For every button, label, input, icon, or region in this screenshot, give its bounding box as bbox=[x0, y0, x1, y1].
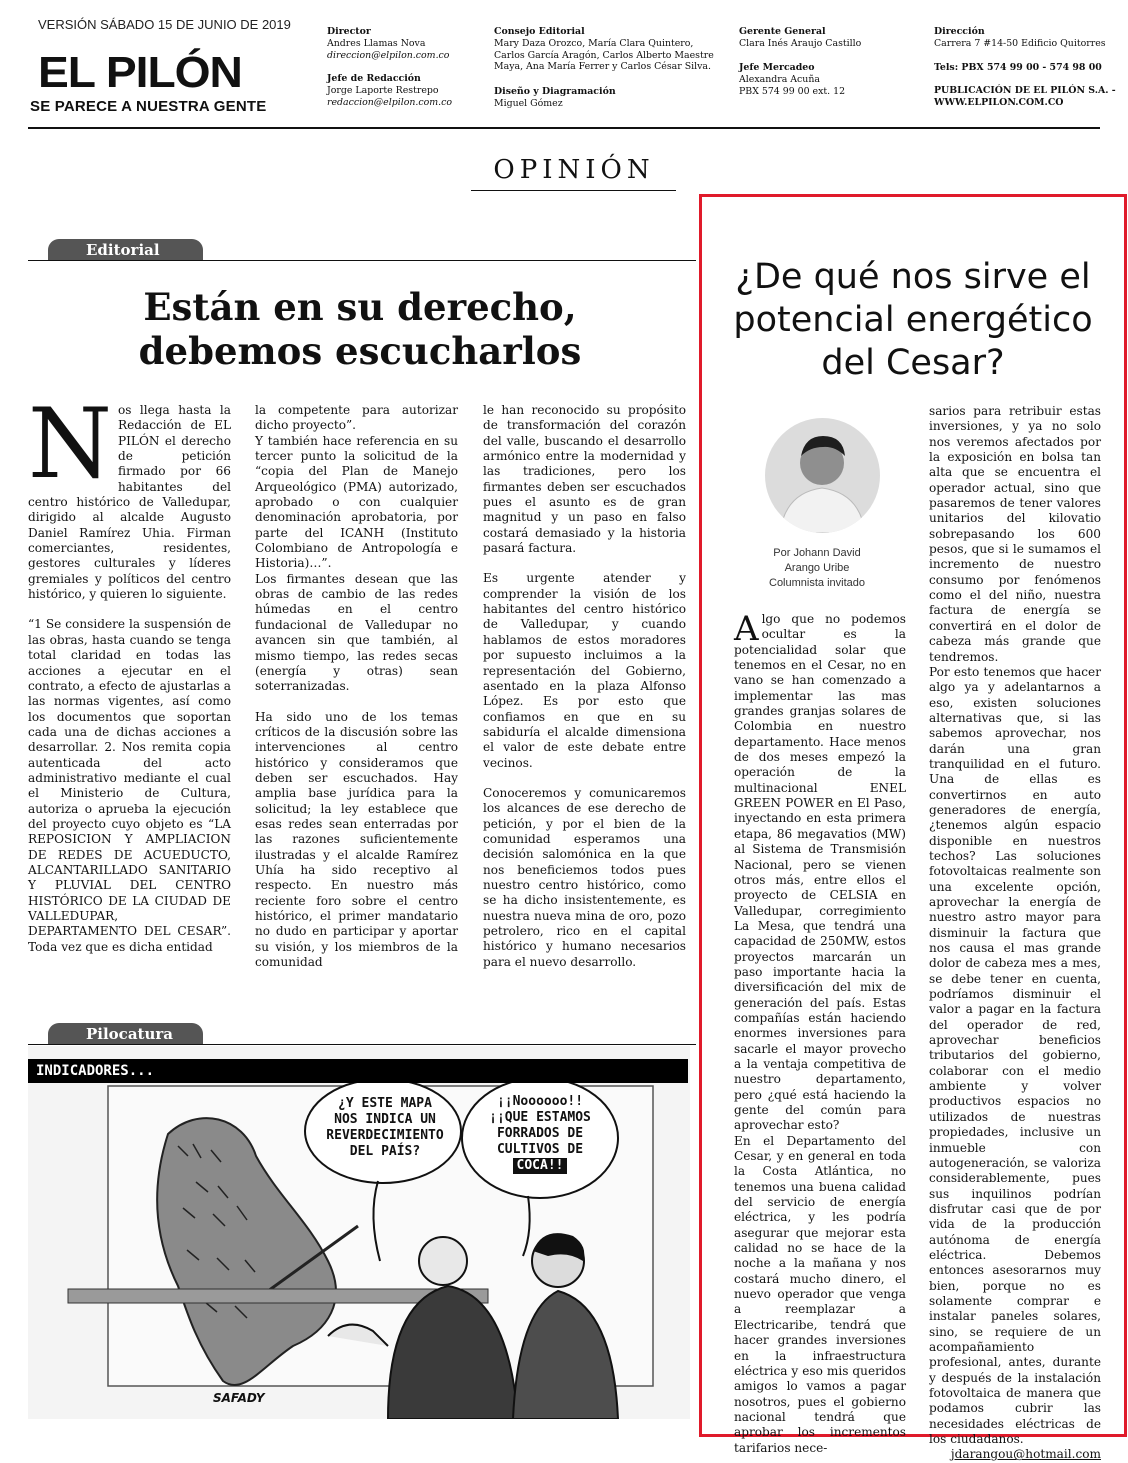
cartoon-image bbox=[28, 1046, 690, 1419]
paragraph: Ha sido uno de los temas críticos de la discusión sobre las intervenciones al centro histórico y consideramos que deben ser escuchados. Hay amplia base jurídica para la solicitud; la ley establece que esas redes sean enterradas por las razones suficientemente ilustradas y el alcalde Ramírez Uhía ha sido receptivo al respecto. En nuestro más reciente foro sobre el centro histórico, el primer mandatario no dudo en participar y aportar su visión, y los miembros de la comunidad bbox=[255, 709, 458, 970]
bubble-line: FORRADOS DE bbox=[496, 1126, 584, 1141]
staff-name: Carlos García Aragón, Carlos Alberto Maestre bbox=[494, 49, 714, 61]
bubble-line: COCA!! bbox=[513, 1158, 568, 1174]
opinion-column-1 bbox=[734, 609, 906, 1456]
editorial-tab: Editorial bbox=[48, 239, 203, 261]
headline-line: debemos escucharlos bbox=[138, 329, 582, 373]
drop-cap: A bbox=[734, 609, 759, 649]
staff-direccion bbox=[934, 26, 1106, 50]
paragraph: “1 Se considere la suspensión de las obras, hasta cuando se tenga total claridad en todas las acciones a ejecutar en el contrato, a efecto de ajustarlas a las normas vigentes, así como los documentos que soportan cada una de dichas acciones a desarrollar. 2. Nos remita copia autenticada del acto administrativo mediante el cual el Ministerio de Cultura, autoriza o aprueba la ejecución del proyecto cuyo objeto es “LA REPOSICION Y AMPLIACION DE REDES DE ACUEDUCTO, ALCANTARILLADO SANITARIO Y PLUVIAL DEL CENTRO HISTÓRICO DE LA CIUDAD DE VALLEDUPAR, DEPARTAMENTO DEL CESAR”. Toda vez que es dicha entidad bbox=[28, 617, 231, 954]
paragraph bbox=[734, 609, 906, 1134]
staff-publicacion bbox=[934, 85, 1116, 109]
newspaper-tagline: SE PARECE A NUESTRA GENTE bbox=[30, 98, 267, 115]
director-email-link[interactable]: direccion@elpilon.com.co bbox=[327, 49, 450, 61]
staff-name: Mary Daza Orozco, María Clara Quintero, bbox=[494, 37, 694, 49]
staff-jefe-redaccion bbox=[327, 73, 452, 108]
staff-gerente bbox=[739, 26, 861, 50]
opinion-headline bbox=[714, 256, 1112, 385]
byline-line: Columnista invitado bbox=[769, 577, 865, 589]
staff-name: Jorge Laporte Restrepo bbox=[327, 84, 439, 96]
staff-mercadeo bbox=[739, 62, 845, 97]
section-title-underline bbox=[471, 190, 676, 191]
headline-line: del Cesar? bbox=[821, 343, 1005, 383]
pilocatura-tab-rule bbox=[28, 1044, 696, 1045]
paragraph: Los firmantes desean que las obras de cambio de las redes húmedas en el centro fundacional de Valledupar no avancen sin que también, al mismo tiempo, las redes secas (energía y otras) sean soterranizadas. bbox=[255, 571, 458, 694]
author-byline bbox=[734, 546, 900, 591]
editorial-column-2 bbox=[255, 403, 458, 970]
byline-line: Arango Uribe bbox=[784, 562, 850, 574]
bubble-line: CULTIVOS DE bbox=[496, 1142, 584, 1157]
author-email-link[interactable]: jdarangou@hotmail.com bbox=[950, 1447, 1101, 1462]
pilocatura-tab: Pilocatura bbox=[48, 1023, 203, 1045]
staff-role: Jefe Mercadeo bbox=[739, 62, 815, 73]
paragraph: Por esto tenemos que hacer algo ya y adelantarnos a eso, existen soluciones alternativas que, si las sabemos aprovechar, nos darán una gran tranquilidad en el futuro. Una de ellas es convertirnos en auto generadores de energía, ¿tenemos algún espacio disponible en nuestros techos? Las soluciones fotovoltaicas realmente son una excelente opción, aprovechar la energía de nuestro astro mayor para disminuir la factura que nos causa el mas grande dolor de cabeza mes a mes, se debe tener en cuenta, podríamos disminuir el valor a pagar en la factura del operador de red, aprovechar beneficios tributarios del gobierno, colaborar con el medio ambiente y volver productivos espacios no utilizados de nuestras propiedades, inclusive un inmueble con autogeneración, se valoriza considerablemente, pues sus inquilinos podrían disfrutar casi que de por vida de la producción autónoma de energía eléctrica. Debemos entonces asesorarnos muy bien, porque no es solamente comprar e instalar paneles solares, sino, se requiere de un acompañamiento profesional, antes, durante y después de la instalación fotovoltaica de manera que podamos cubrir las necesidades eléctricas de los ciudadanos. bbox=[929, 664, 1101, 1447]
cartoonist-signature: SAFADY bbox=[213, 1391, 265, 1405]
staff-phone: PBX 574 99 00 ext. 12 bbox=[739, 85, 846, 97]
paragraph-text: lgo que no podemos ocultar es la potencialidad solar que tenemos en el Cesar, no en vano se han comenzado a implementar las mas grandes granjas solares de Colombia en nuestro departamento. Hace menos de dos meses empezó la operación de la multinacional ENEL GREEN POWER en El Paso, inyectando en esta primera etapa, 86 megavatios (MW) al Sistema de Transmisión Nacional, pero se vienen otros más, entre ellos el proyecto de CELSIA en Valledupar, corregimiento La Mesa, que tendrá una capacidad de 250MW, estos proyectos marcarán un paso importante hacia la diversificación del mix de generación del país. Estas compañías están haciendo enormes inversiones para sacarle el mayor provecho a la ventaja competitiva de nuestro departamento, pero ¿qué está haciendo la gente del común para aprovechar esto? bbox=[734, 612, 906, 1133]
bubble-1-text bbox=[320, 1096, 450, 1160]
newspaper-logo[interactable]: EL PILÓN bbox=[38, 48, 242, 97]
staff-name: Maya, Ana María Ferrer y Carlos César Silva. bbox=[494, 61, 711, 73]
publisher-name: PUBLICACIÓN DE EL PILÓN S.A. - bbox=[934, 85, 1116, 96]
editorial-tab-rule bbox=[28, 260, 696, 261]
headline-line: potencial energético bbox=[733, 300, 1093, 340]
staff-name: Alexandra Acuña bbox=[739, 73, 820, 85]
byline-line: Por Johann David bbox=[773, 547, 861, 559]
editorial-headline bbox=[40, 285, 680, 373]
staff-consejo-editorial bbox=[494, 26, 714, 73]
paragraph: Y también hace referencia en su tercer punto la solicitud de la “copia del Plan de Manejo Arqueológico (PMA) autorizado, aprobado o con cualquier denominación aprobatoria, por parte del ICANH (Instituto Colombiano de Antropología e Historia)…”. bbox=[255, 433, 458, 571]
bubble-line: NOS INDICA UN bbox=[334, 1112, 436, 1127]
staff-role: Jefe de Redacción bbox=[327, 73, 421, 84]
paragraph: En el Departamento del Cesar, y en general en toda la Costa Atlántica, no tenemos una buena calidad del servicio de energía eléctrica, y les podría asegurar que mejorar esta calidad no se hace de la noche a la mañana y nos costará mucho dinero, el nuevo operador que venga a reemplazar a Electricaribe, tendrá que hacer grandes inversiones en la infraestructura eléctrica y eso mis queridos amigos lo vamos a pagar nosotros, pues el gobierno nacional tendrá que aprobar los incrementos tarifarios nece- bbox=[734, 1133, 906, 1455]
editorial-column-3 bbox=[483, 403, 686, 970]
bald-man-head bbox=[419, 1237, 467, 1285]
staff-role: Dirección bbox=[934, 26, 985, 37]
author-portrait bbox=[765, 418, 880, 533]
author-photo bbox=[765, 418, 880, 533]
paragraph-text: os llega hasta la Redacción de EL PILÓN el derecho de petición firmado por 66 habitantes del centro histórico de Valledupar, dirigido al alcalde Augusto Daniel Ramírez Uhia. Firman comerciantes, residentes, gestores culturales y líderes gremiales y políticos del centro histórico, y quieren lo siguiente. bbox=[28, 403, 231, 602]
staff-role: Director bbox=[327, 26, 371, 37]
bubble-line: REVERDECIMIENTO bbox=[326, 1128, 444, 1143]
editorial-column-1 bbox=[28, 388, 231, 955]
staff-role: Gerente General bbox=[739, 26, 826, 37]
staff-name: Miguel Gómez bbox=[494, 97, 563, 109]
headline-line: Están en su derecho, bbox=[143, 285, 577, 329]
opinion-column-2 bbox=[929, 404, 1101, 1463]
drop-cap: N bbox=[28, 388, 112, 500]
paragraph: sarios para retribuir estas inversiones, y ya no solo nos veremos afectados por la exposición en bolsa tan alta que se encuentra el operador actual, sino que pasaremos de tener valores unitarios del kilovatio sobrepasando los 600 pesos, que si le sumamos el incremento de nuestro consumo por fenómenos como el del niño, nuestra factura de energía se convertirá en el dolor de cabeza más grande que tendremos. bbox=[929, 404, 1101, 664]
edition-date: VERSIÓN SÁBADO 15 DE JUNIO DE 2019 bbox=[38, 17, 291, 32]
cartoon-title-bar: INDICADORES... bbox=[28, 1059, 688, 1083]
paragraph: le han reconocido su propósito de transformación del corazón del valle, buscando el desarrollo armónico entre la modernidad y las tradiciones, pero los firmantes deben ser escuchados pues el asunto es de gran magnitud y un paso en falso costará demasiado y la historia pasará factura. bbox=[483, 403, 686, 556]
bubble-line: ¡¡QUE ESTAMOS bbox=[489, 1110, 591, 1125]
paragraph: la competente para autorizar dicho proyecto”. bbox=[255, 403, 458, 433]
paragraph: Conoceremos y comunicaremos los alcances de ese derecho de petición, y por el bien de la comunidad esperamos una decisión salomónica en la que nos beneficiemos todos pues nuestro centro histórico, como se ha dicho insistentemente, es nuestra nueva mina de oro, pozo petrolero, rico en el capital histórico y humano necesarios para el nuevo desarrollo. bbox=[483, 785, 686, 969]
staff-director bbox=[327, 26, 449, 61]
paragraph: Es urgente atender y comprender la visión de los habitantes del centro histórico de Valledupar, y cuando hablamos de estos moradores por supuesto incluimos a la representación del Gobierno, asentado en la plaza Alfonso López. Es por esto que confiamos en que en su sabiduría el alcalde dimensiona el valor de este debate entre vecinos. bbox=[483, 571, 686, 770]
staff-role: Consejo Editorial bbox=[494, 26, 585, 37]
headline-line: ¿De qué nos sirve el bbox=[735, 257, 1091, 297]
staff-role: Diseño y Diagramación bbox=[494, 86, 616, 97]
staff-tels: Tels: PBX 574 99 00 - 574 98 00 bbox=[934, 62, 1102, 73]
staff-address: Carrera 7 #14-50 Edificio Quitorres bbox=[934, 37, 1106, 49]
staff-name: Clara Inés Araujo Castillo bbox=[739, 37, 862, 49]
paragraph bbox=[28, 388, 231, 602]
bubble-line: ¿Y ESTE MAPA bbox=[338, 1096, 432, 1111]
staff-name: Andres Llamas Nova bbox=[327, 37, 426, 49]
redaccion-email-link[interactable]: redaccion@elpilon.com.co bbox=[327, 96, 453, 108]
bubble-2-text bbox=[475, 1094, 605, 1174]
section-title: OPINIÓN bbox=[493, 155, 655, 185]
masthead-divider bbox=[28, 127, 1100, 129]
staff-diseno bbox=[494, 86, 616, 110]
website-link[interactable]: WWW.ELPILON.COM.CO bbox=[934, 96, 1064, 108]
bubble-line: ¡¡Noooooo!! bbox=[496, 1094, 584, 1109]
bubble-line: DEL PAÍS? bbox=[349, 1144, 421, 1159]
